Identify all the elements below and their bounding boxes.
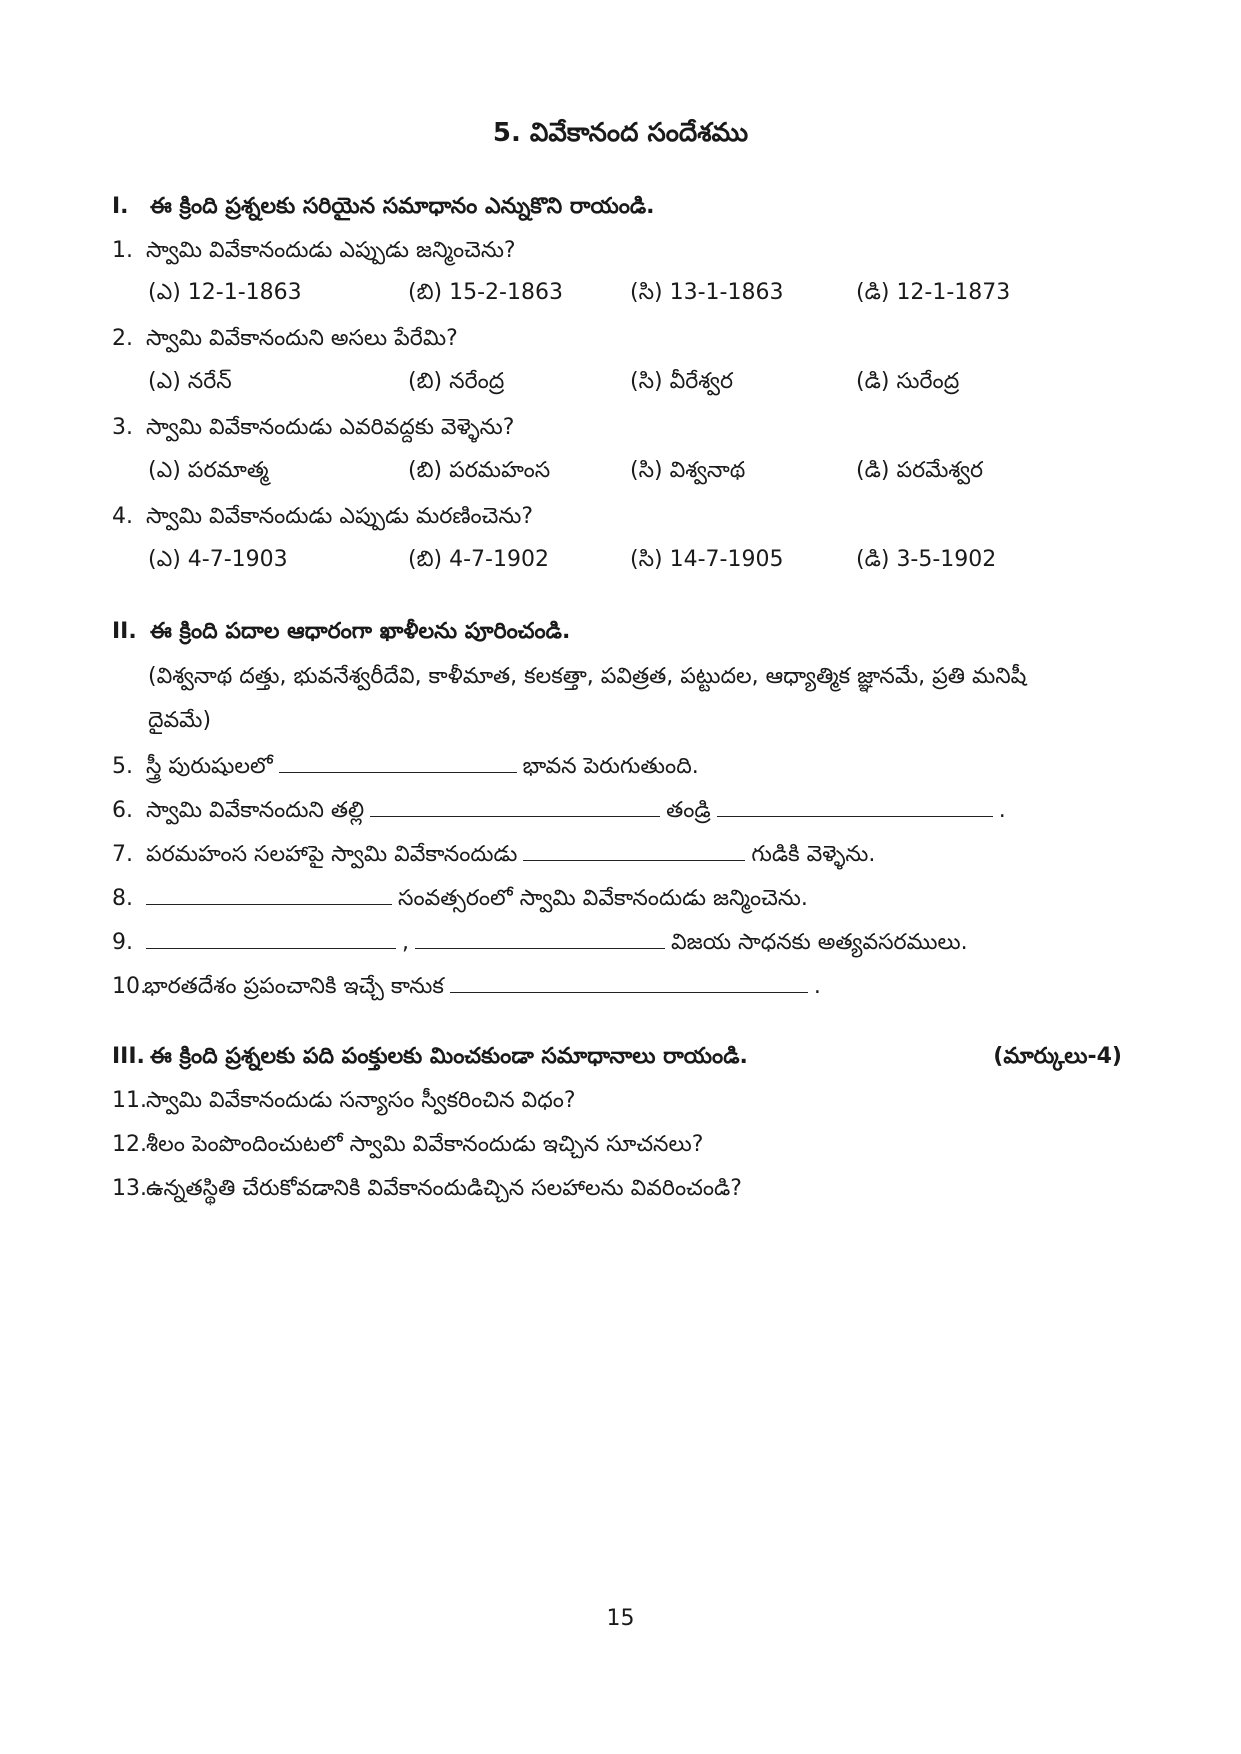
question-9 [112,926,1132,958]
marks-label: (మార్కులు-4) [993,1044,1122,1069]
option-d: (డి) 3-5-1902 [856,547,997,572]
question-number: 9. [112,930,133,955]
question-number: 8. [112,886,133,911]
answer-blank[interactable] [279,750,517,773]
question-text-before: భారతదేశం ప్రపంచానికి ఇచ్చే కానుక [144,974,444,999]
question-text-after: విజయ సాధనకు అత్యవసరములు. [671,930,968,955]
question-3 [112,413,1132,443]
question-11 [112,1086,1132,1116]
answer-blank[interactable] [146,882,392,905]
option-a: (ఎ) నరేన్ [148,369,232,394]
page-number: 15 [606,1606,635,1631]
question-13 [112,1174,1132,1204]
answer-blank-1[interactable] [146,926,396,949]
question-number: 11. [112,1088,147,1113]
question-text-after: సంవత్సరంలో స్వామి వివేకానందుడు జన్మించెను. [398,886,808,911]
option-c: (సి) విశ్వనాథ [630,458,746,483]
question-text-after: . [813,974,821,999]
word-bank-line-2: దైవమే) [148,708,212,733]
question-8 [112,882,1132,914]
option-d: (డి) పరమేశ్వర [856,458,984,483]
question-number: 7. [112,842,133,867]
option-c: (సి) 13-1-1863 [630,280,784,305]
section-3-numeral: III. [112,1044,145,1069]
question-6 [112,794,1132,826]
section-1-numeral: I. [112,194,129,219]
answer-blank-2[interactable] [415,926,665,949]
option-b: (బి) 4-7-1902 [408,547,549,572]
question-number: 5. [112,754,133,779]
option-c: (సి) వీరేశ్వర [630,369,733,394]
question-text-after: గుడికి వెళ్ళెను. [751,842,876,867]
question-2 [112,324,1132,354]
option-b: (బి) పరమహంస [408,458,551,483]
question-text: స్వామి వివేకానందుడు ఎప్పుడు జన్మించెను? [146,238,516,263]
question-text: ఉన్నతస్థితి చేరుకోవడానికి వివేకానందుడిచ్చిన సలహాలను వివరించండి? [146,1176,742,1201]
option-d: (డి) సురేంద్ర [856,369,960,394]
question-number: 4. [112,504,133,529]
question-number: 3. [112,415,133,440]
question-text-before: పరమహంస సలహాపై స్వామి వివేకానందుడు [146,842,518,867]
option-a: (ఎ) 12-1-1863 [148,280,302,305]
question-text: స్వామి వివేకానందుడు సన్యాసం స్వీకరించిన విధం? [146,1088,576,1113]
answer-blank-father[interactable] [717,794,993,817]
section-3-heading [112,1042,1132,1072]
page-title: 5. వివేకానంద సందేశము [492,118,749,148]
question-1 [112,236,1132,266]
question-text: శీలం పెంపొందించుటలో స్వామి వివేకానందుడు ఇచ్చిన సూచనలు? [146,1132,704,1157]
section-2-heading-text: ఈ క్రింది పదాల ఆధారంగా ఖాళీలను పూరించండి. [150,619,571,644]
question-text: స్వామి వివేకానందుని అసలు పేరేమి? [146,326,458,351]
answer-blank[interactable] [523,838,745,861]
option-a: (ఎ) పరమాత్మ [148,458,269,483]
option-d: (డి) 12-1-1873 [856,280,1011,305]
question-text-before: స్వామి వివేకానందుని తల్లి [146,798,365,823]
option-c: (సి) 14-7-1905 [630,547,784,572]
option-b: (బి) నరేంద్ర [408,369,505,394]
answer-blank[interactable] [450,970,808,993]
section-2-heading [112,617,1132,647]
question-7 [112,838,1132,870]
question-text: స్వామి వివేకానందుడు ఎవరివద్దకు వెళ్ళెను? [146,415,515,440]
question-text-after: భావన పెరుగుతుంది. [522,754,699,779]
question-4 [112,502,1132,532]
question-text-before: స్త్రీ పురుషులలో [146,754,273,779]
word-bank-line-1: (విశ్వనాథ దత్తు, భువనేశ్వరీదేవి, కాళీమాత, కలకత్తా, పవిత్రత, పట్టుదల, ఆధ్యాత్మిక జ్ఞానమే, ప్రతి మనిషీ [148,664,1027,689]
option-b: (బి) 15-2-1863 [408,280,563,305]
option-a: (ఎ) 4-7-1903 [148,547,288,572]
question-10 [112,970,1132,1002]
question-text-middle: తండ్రి [666,798,711,823]
question-text-middle: , [402,930,409,955]
section-1-heading [112,192,1132,222]
section-3-heading-text: ఈ క్రింది ప్రశ్నలకు పది పంక్తులకు మించకుండా సమాధానాలు రాయండి. [150,1044,748,1069]
question-number: 13. [112,1176,147,1201]
section-1-heading-text: ఈ క్రింది ప్రశ్నలకు సరియైన సమాధానం ఎన్నుకొని రాయండి. [150,194,655,219]
question-number: 10. [112,974,147,999]
section-2-numeral: II. [112,619,137,644]
question-number: 1. [112,238,133,263]
question-text: స్వామి వివేకానందుడు ఎప్పుడు మరణించెను? [146,504,534,529]
question-text-after: . [998,798,1006,823]
answer-blank-mother[interactable] [370,794,660,817]
question-12 [112,1130,1132,1160]
question-number: 12. [112,1132,147,1157]
question-5 [112,750,1132,782]
question-number: 2. [112,326,133,351]
question-number: 6. [112,798,133,823]
